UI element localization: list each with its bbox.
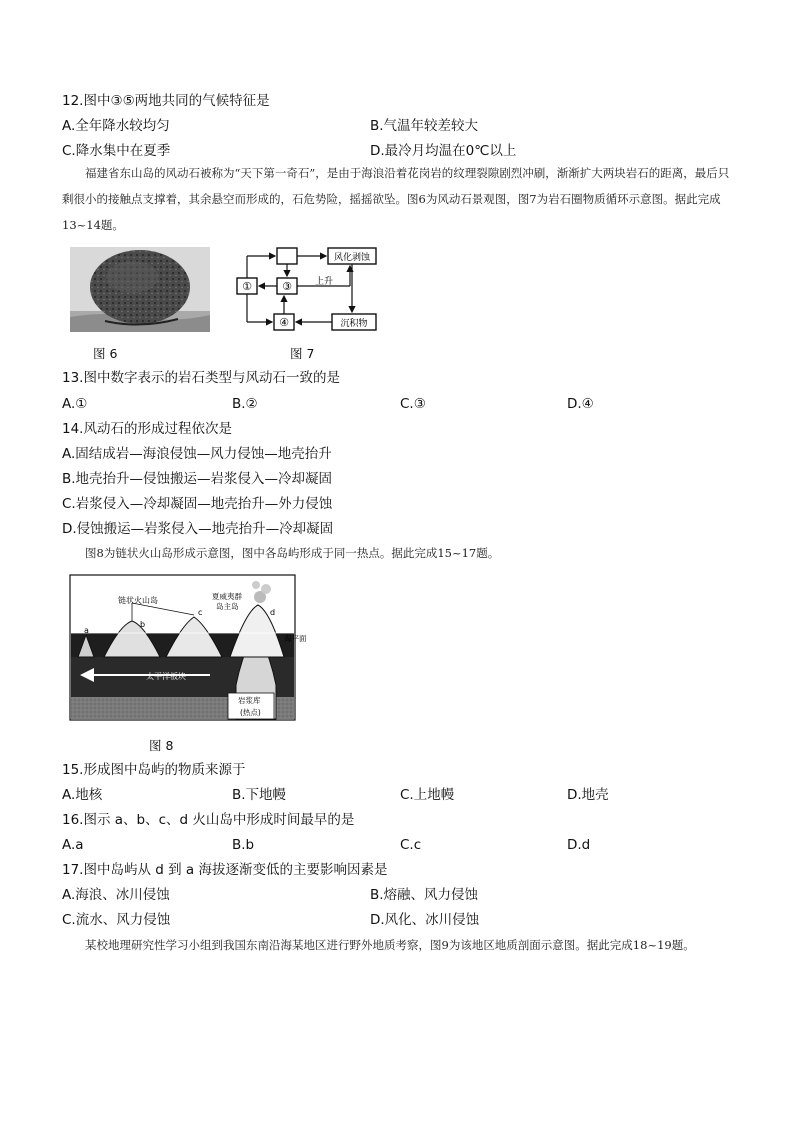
figure-8-caption: 图 8	[149, 738, 174, 753]
q13-option-a: A.①	[62, 396, 88, 412]
q12-option-d: D.最冷月均温在0℃以上	[370, 143, 517, 159]
q13-stem: 13.图中数字表示的岩石类型与风动石一致的是	[62, 370, 340, 386]
passage-field-trip: 某校地理研究性学习小组到我国东南沿海某地区进行野外地质考察，图9为该地区地质剖面示意图。据此完成18~19题。	[85, 938, 695, 952]
q17-option-a: A.海浪、冰川侵蚀	[62, 887, 170, 903]
figure-8-island-chain	[70, 575, 307, 720]
q15-option-c: C.上地幔	[400, 787, 455, 803]
rock-box-2	[277, 248, 297, 264]
q14-option-b: B.地壳抬升—侵蚀搬运—岩浆侵入—冷却凝固	[62, 471, 333, 487]
q16-option-a: A.a	[62, 837, 84, 853]
q17-option-c: C.流水、风力侵蚀	[62, 912, 171, 928]
label-main: 夏威夷群	[212, 592, 242, 601]
q12-option-c: C.降水集中在夏季	[62, 143, 171, 159]
label-a: a	[84, 626, 89, 635]
q14-option-a: A.固结成岩—海浪侵蚀—风力侵蚀—地壳抬升	[62, 446, 332, 462]
q13-option-b: B.②	[232, 396, 258, 412]
label-sea: 海平面	[284, 634, 307, 643]
figure-6-caption: 图 6	[93, 346, 118, 361]
q15-option-b: B.下地幔	[232, 787, 287, 803]
q14-option-c: C.岩浆侵入—冷却凝固—地壳抬升—外力侵蚀	[62, 496, 333, 512]
rock-label-3: ③	[282, 280, 292, 293]
figure-7-rock-cycle	[232, 244, 384, 336]
sediment-label: 沉积物	[340, 319, 368, 329]
q14-stem: 14.风动石的形成过程依次是	[62, 421, 232, 437]
q16-option-b: B.b	[232, 837, 255, 853]
passage-fengdongshi: 福建省东山岛的风动石被称为“天下第一奇石”，是由于海浪沿着花岗岩的纹理裂隙剧烈冲刷，渐渐扩大两块岩石的距离，最后只剩很小的接触点支撑着，其余悬空而形成的，石危势险，摇摇欲坠。图6为风动石景观图，图7为岩石圈物质循环示意图。据此完成13~14题。	[62, 166, 730, 232]
q16-stem: 16.图示 a、b、c、d 火山岛中形成时间最早的是	[62, 812, 355, 828]
label-magma: 岩浆库	[238, 696, 261, 705]
label-chain: 链状火山岛	[118, 596, 158, 605]
weathering-label: 风化剥蚀	[333, 253, 371, 263]
q12-stem: 12.图中③⑤两地共同的气候特征是	[62, 93, 270, 109]
q12-option-b: B.气温年较差较大	[370, 118, 479, 134]
q16-option-c: C.c	[400, 837, 422, 853]
uplift-label: 上升	[314, 277, 334, 287]
label-d: d	[270, 608, 276, 617]
rock-label-4: ④	[279, 316, 289, 329]
label-plate: 太平洋板块	[146, 672, 186, 681]
q17-option-d: D.风化、冰川侵蚀	[370, 912, 480, 928]
q13-option-d: D.④	[567, 396, 594, 412]
q17-stem: 17.图中岛屿从 d 到 a 海拔逐渐变低的主要影响因素是	[62, 862, 388, 878]
label-main2: 岛主岛	[216, 602, 239, 611]
q14-option-d: D.侵蚀搬运—岩浆侵入—地壳抬升—冷却凝固	[62, 521, 334, 537]
q15-option-a: A.地核	[62, 787, 103, 803]
figure-6-photo	[70, 247, 210, 332]
passage-volcanic-island: 图8为链状火山岛形成示意图，图中各岛屿形成于同一热点。据此完成15~17题。	[85, 546, 500, 560]
rock-label-1: ①	[242, 280, 252, 293]
q13-option-c: C.③	[400, 396, 426, 412]
label-c: c	[198, 608, 203, 617]
figure-7-caption: 图 7	[290, 346, 315, 361]
label-hotspot: (热点)	[240, 708, 261, 717]
label-b: b	[140, 620, 146, 629]
q12-option-a: A.全年降水较均匀	[62, 118, 170, 134]
q16-option-d: D.d	[567, 837, 591, 853]
q17-option-b: B.熔融、风力侵蚀	[370, 887, 479, 903]
q15-stem: 15.形成图中岛屿的物质来源于	[62, 762, 246, 778]
q15-option-d: D.地壳	[567, 787, 609, 803]
